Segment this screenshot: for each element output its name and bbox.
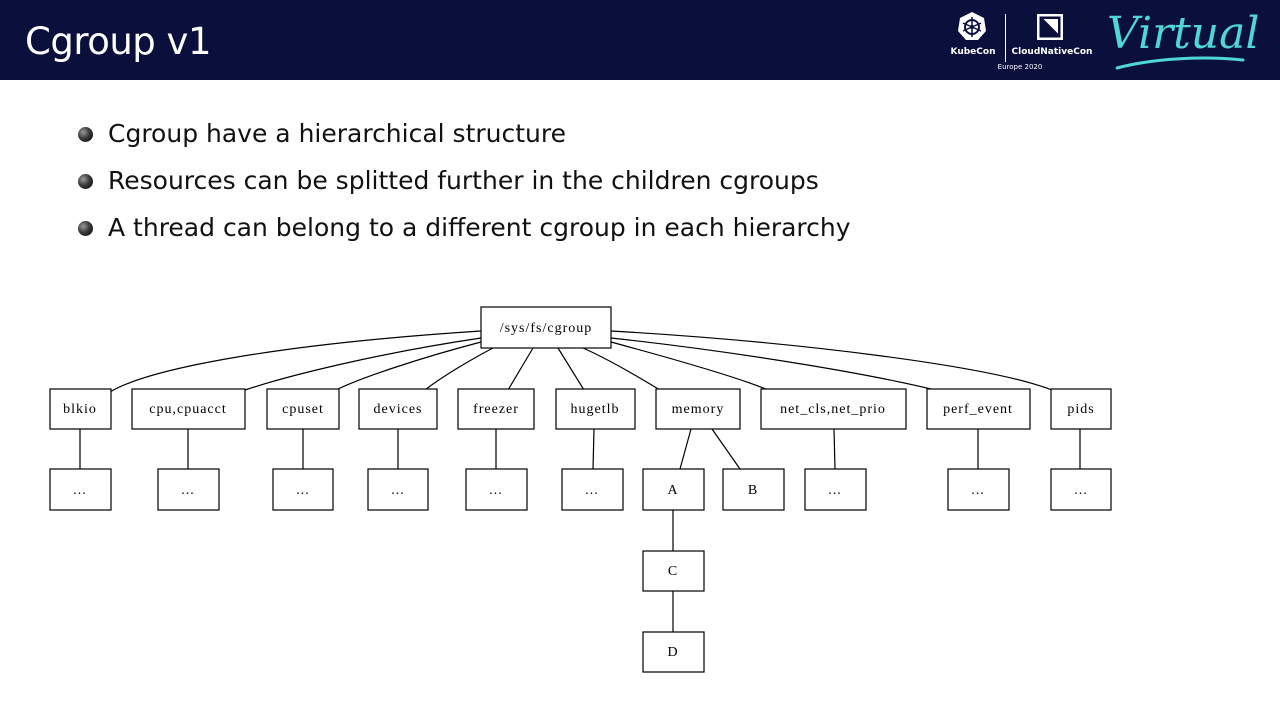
label-cpu-cpuacct-child: ...: [181, 483, 195, 498]
edge-root-net-cls-net-prio: [611, 342, 768, 390]
kubecon-wordmark: KubeCon: [950, 47, 996, 57]
bullet-text: Cgroup have a hierarchical structure: [108, 119, 567, 148]
edge-root-cpuset: [336, 342, 481, 390]
label-cpuset-child: ...: [296, 483, 310, 498]
label-hugetlb: hugetlb: [570, 402, 620, 417]
label-memory: memory: [671, 402, 725, 417]
event-edition: Europe 2020: [997, 63, 1043, 71]
label-net-cls-net-prio: net_cls,net_prio: [780, 402, 886, 417]
label-cpu-cpuacct: cpu,cpuacct: [149, 402, 227, 417]
edge-root-memory: [583, 348, 660, 390]
bullet-text: Resources can be splitted further in the children cgroups: [108, 166, 819, 195]
label-root: /sys/fs/cgroup: [499, 321, 593, 336]
label-a: A: [667, 483, 679, 498]
bullet-text: A thread can belong to a different cgroup in each hierarchy: [108, 213, 851, 242]
label-cpuset: cpuset: [282, 402, 324, 417]
label-net-cls-net-prio-child: ...: [828, 483, 842, 498]
label-perf-event-child: ...: [971, 483, 985, 498]
label-b: B: [747, 483, 759, 498]
edge-root-freezer: [508, 348, 533, 390]
label-blkio-child: ...: [73, 483, 87, 498]
edge-net-cls-net-prio-child: [834, 429, 835, 469]
label-pids: pids: [1067, 402, 1095, 417]
edge-root-cpu-cpuacct: [245, 338, 481, 390]
edge-root-blkio: [110, 331, 481, 392]
label-hugetlb-child: ...: [585, 483, 599, 498]
edge-memory-b: [712, 429, 740, 469]
label-freezer-child: ...: [489, 483, 503, 498]
edge-hugetlb-child: [593, 429, 594, 469]
label-d: D: [667, 645, 679, 660]
edge-root-hugetlb: [558, 348, 584, 390]
edge-root-perf-event: [611, 338, 935, 390]
label-devices-child: ...: [391, 483, 405, 498]
label-pids-child: ...: [1074, 483, 1088, 498]
virtual-wordmark: Virtual: [1107, 8, 1260, 59]
cloudnativecon-wordmark: CloudNativeCon: [1011, 47, 1093, 57]
slide-title: Cgroup v1: [25, 20, 211, 63]
label-devices: devices: [373, 402, 423, 417]
label-c: C: [667, 564, 679, 579]
edge-memory-a: [680, 429, 691, 469]
label-blkio: blkio: [63, 402, 97, 417]
label-perf-event: perf_event: [943, 402, 1013, 417]
label-freezer: freezer: [473, 402, 519, 417]
